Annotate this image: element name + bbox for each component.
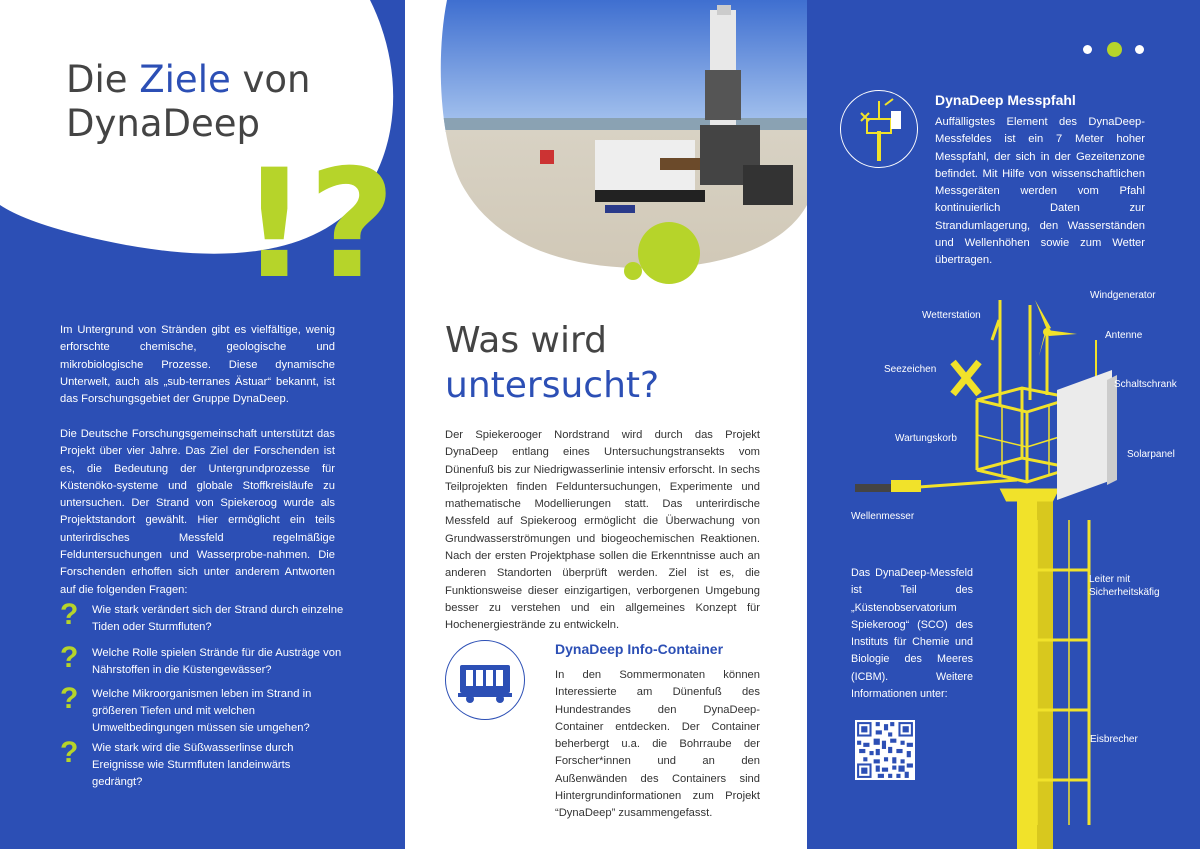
label-antenne: Antenne	[1105, 330, 1143, 341]
label-wartungskorb: Wartungskorb	[895, 433, 957, 444]
container-title: DynaDeep Info-Container	[555, 641, 724, 657]
sco-text: Das DynaDeep-Messfeld ist Teil des „Küstenobservatorium Spiekeroog“ (SCO) des Instituts für Chemie und Biologie des Meeres (ICBM). Weitere Informationen unter:	[851, 567, 973, 701]
left-paragraph-1: Im Untergrund von Stränden gibt es vielfältige, wenig erforschte chemische, geologische und mikrobiologische Prozesse. Diese dynamische Unterwelt, auch als „sub-terranes Ästuar“ bekannt, ist das Forschungsgebiet der Gruppe DynaDeep.	[60, 324, 335, 406]
title-line-2: DynaDeep	[66, 102, 261, 145]
question-item	[60, 736, 380, 795]
big-exclamation-question: !?	[240, 138, 396, 312]
left-paragraph-2: Die Deutsche Forschungsgemeinschaft unterstützt das Projekt über vier Jahre. Das Ziel der Forschenden ist es, die Bedeutung der Untergrundprozesse für Küstenöko-systeme und globale Stoffkreisläufe zu untersuchen. Der Strand von Spiekeroog wurde als Projektstandort gewählt. Hier ermöglicht ein teils unterirdisches Messfeld regelmäßige Felduntersuchungen und Wasserprobe-nahmen. Die Forschenden erhoffen sich unter anderem Antworten auf die folgenden Fragen:	[60, 428, 335, 596]
left-panel	[0, 0, 405, 849]
label-eisbrecher: Eisbrecher	[1090, 734, 1138, 745]
question-item	[60, 682, 380, 741]
middle-title	[445, 318, 659, 408]
label-solarpanel: Solarpanel	[1127, 449, 1175, 460]
lime-bubble-small	[624, 262, 642, 280]
pfahl-title: DynaDeep Messpfahl	[935, 92, 1076, 108]
title-part-1: Die	[66, 58, 140, 101]
container-icon	[445, 640, 525, 720]
question-item	[60, 641, 380, 685]
label-wellenmesser: Wellenmesser	[851, 511, 915, 522]
title-part-2: von	[230, 58, 311, 101]
right-panel	[807, 0, 1200, 849]
question-text: Wie stark verändert sich der Strand durch einzelne Tiden oder Sturmfluten?	[92, 604, 344, 633]
label-seezeichen: Seezeichen	[884, 364, 937, 375]
question-item	[60, 598, 380, 642]
question-text: Welche Mikroorganismen leben im Strand in größeren Tiefen und mit welchen Umweltbedingungen müssen sie umgehen?	[92, 688, 312, 734]
label-windgenerator: Windgenerator	[1090, 290, 1156, 301]
label-leiter: Leiter mit Sicherheitskäfig	[1089, 574, 1160, 598]
question-mark-icon: ?	[60, 641, 79, 674]
middle-paragraph: Der Spiekerooger Nordstrand wird durch das Projekt DynaDeep entlang eines Untersuchungstransekts vom Dünenfuß bis zur Niedrigwasserlinie intensiv erforscht. In sechs Teilprojekten finden Felduntersuchungen, Experimente und mathematische Modellierungen statt. Das unterirdische Messfeld auf Spiekeroog ermöglicht die Überwachung von Grundwasserströmungen und biogeochemischen Reaktionen. Nach der ersten Projektphase sollen die Erkenntnisse auch an anderen Standorten überprüft werden. Ziel ist es, die Funktionsweise dieser einzigartigen, verborgenen Umgebung besser zu verstehen und ein allgemeines Konzept für Hochenergiestrände zu entwickeln.	[445, 429, 760, 632]
question-text: Wie stark wird die Süßwasserlinse durch Ereignisse wie Sturmfluten landeinwärts gedrängt?	[92, 742, 294, 788]
question-text: Welche Rolle spielen Strände für die Austräge von Nährstoffen in die Küstengewässer?	[92, 647, 342, 676]
question-mark-icon: ?	[60, 682, 79, 715]
lime-bubble-large	[638, 222, 700, 284]
pfahl-text: Auffälligstes Element des DynaDeep-Messfeldes ist ein 7 Meter hoher Messpfahl, der sich in der Gezeitenzone befindet. Mit Hilfe von wissenschaftlichen Messgeräten werden vom Pfahl kontinuierlich Daten zur Strandumlagerung, den Wasserständen und Wellenhöhen sowie zum Wetter übertragen.	[935, 116, 1145, 267]
title-highlight: Ziele	[139, 58, 231, 101]
truck-container-icon	[446, 641, 524, 719]
middle-panel	[405, 0, 807, 849]
label-wetterstation: Wetterstation	[922, 310, 981, 321]
container-text: In den Sommermonaten können Interessierte am Dünenfuß des Hundestrandes den DynaDeep-Container entdecken. Der Container beherbergt u.a. die Bohrraube der Forscher*innen und an den Außenwänden des Containers sind Hintergrundinformationen zum Projekt “DynaDeep” zusammengefasst.	[555, 669, 760, 820]
middle-title-line-1: Was wird	[445, 320, 608, 361]
middle-title-line-2: untersucht?	[445, 365, 660, 406]
qr-code-icon[interactable]	[855, 720, 915, 780]
question-mark-icon: ?	[60, 736, 79, 769]
question-mark-icon: ?	[60, 598, 79, 631]
beach-photo	[405, 0, 807, 300]
left-title	[66, 58, 310, 146]
label-schaltschrank: Schaltschrank	[1114, 379, 1177, 390]
